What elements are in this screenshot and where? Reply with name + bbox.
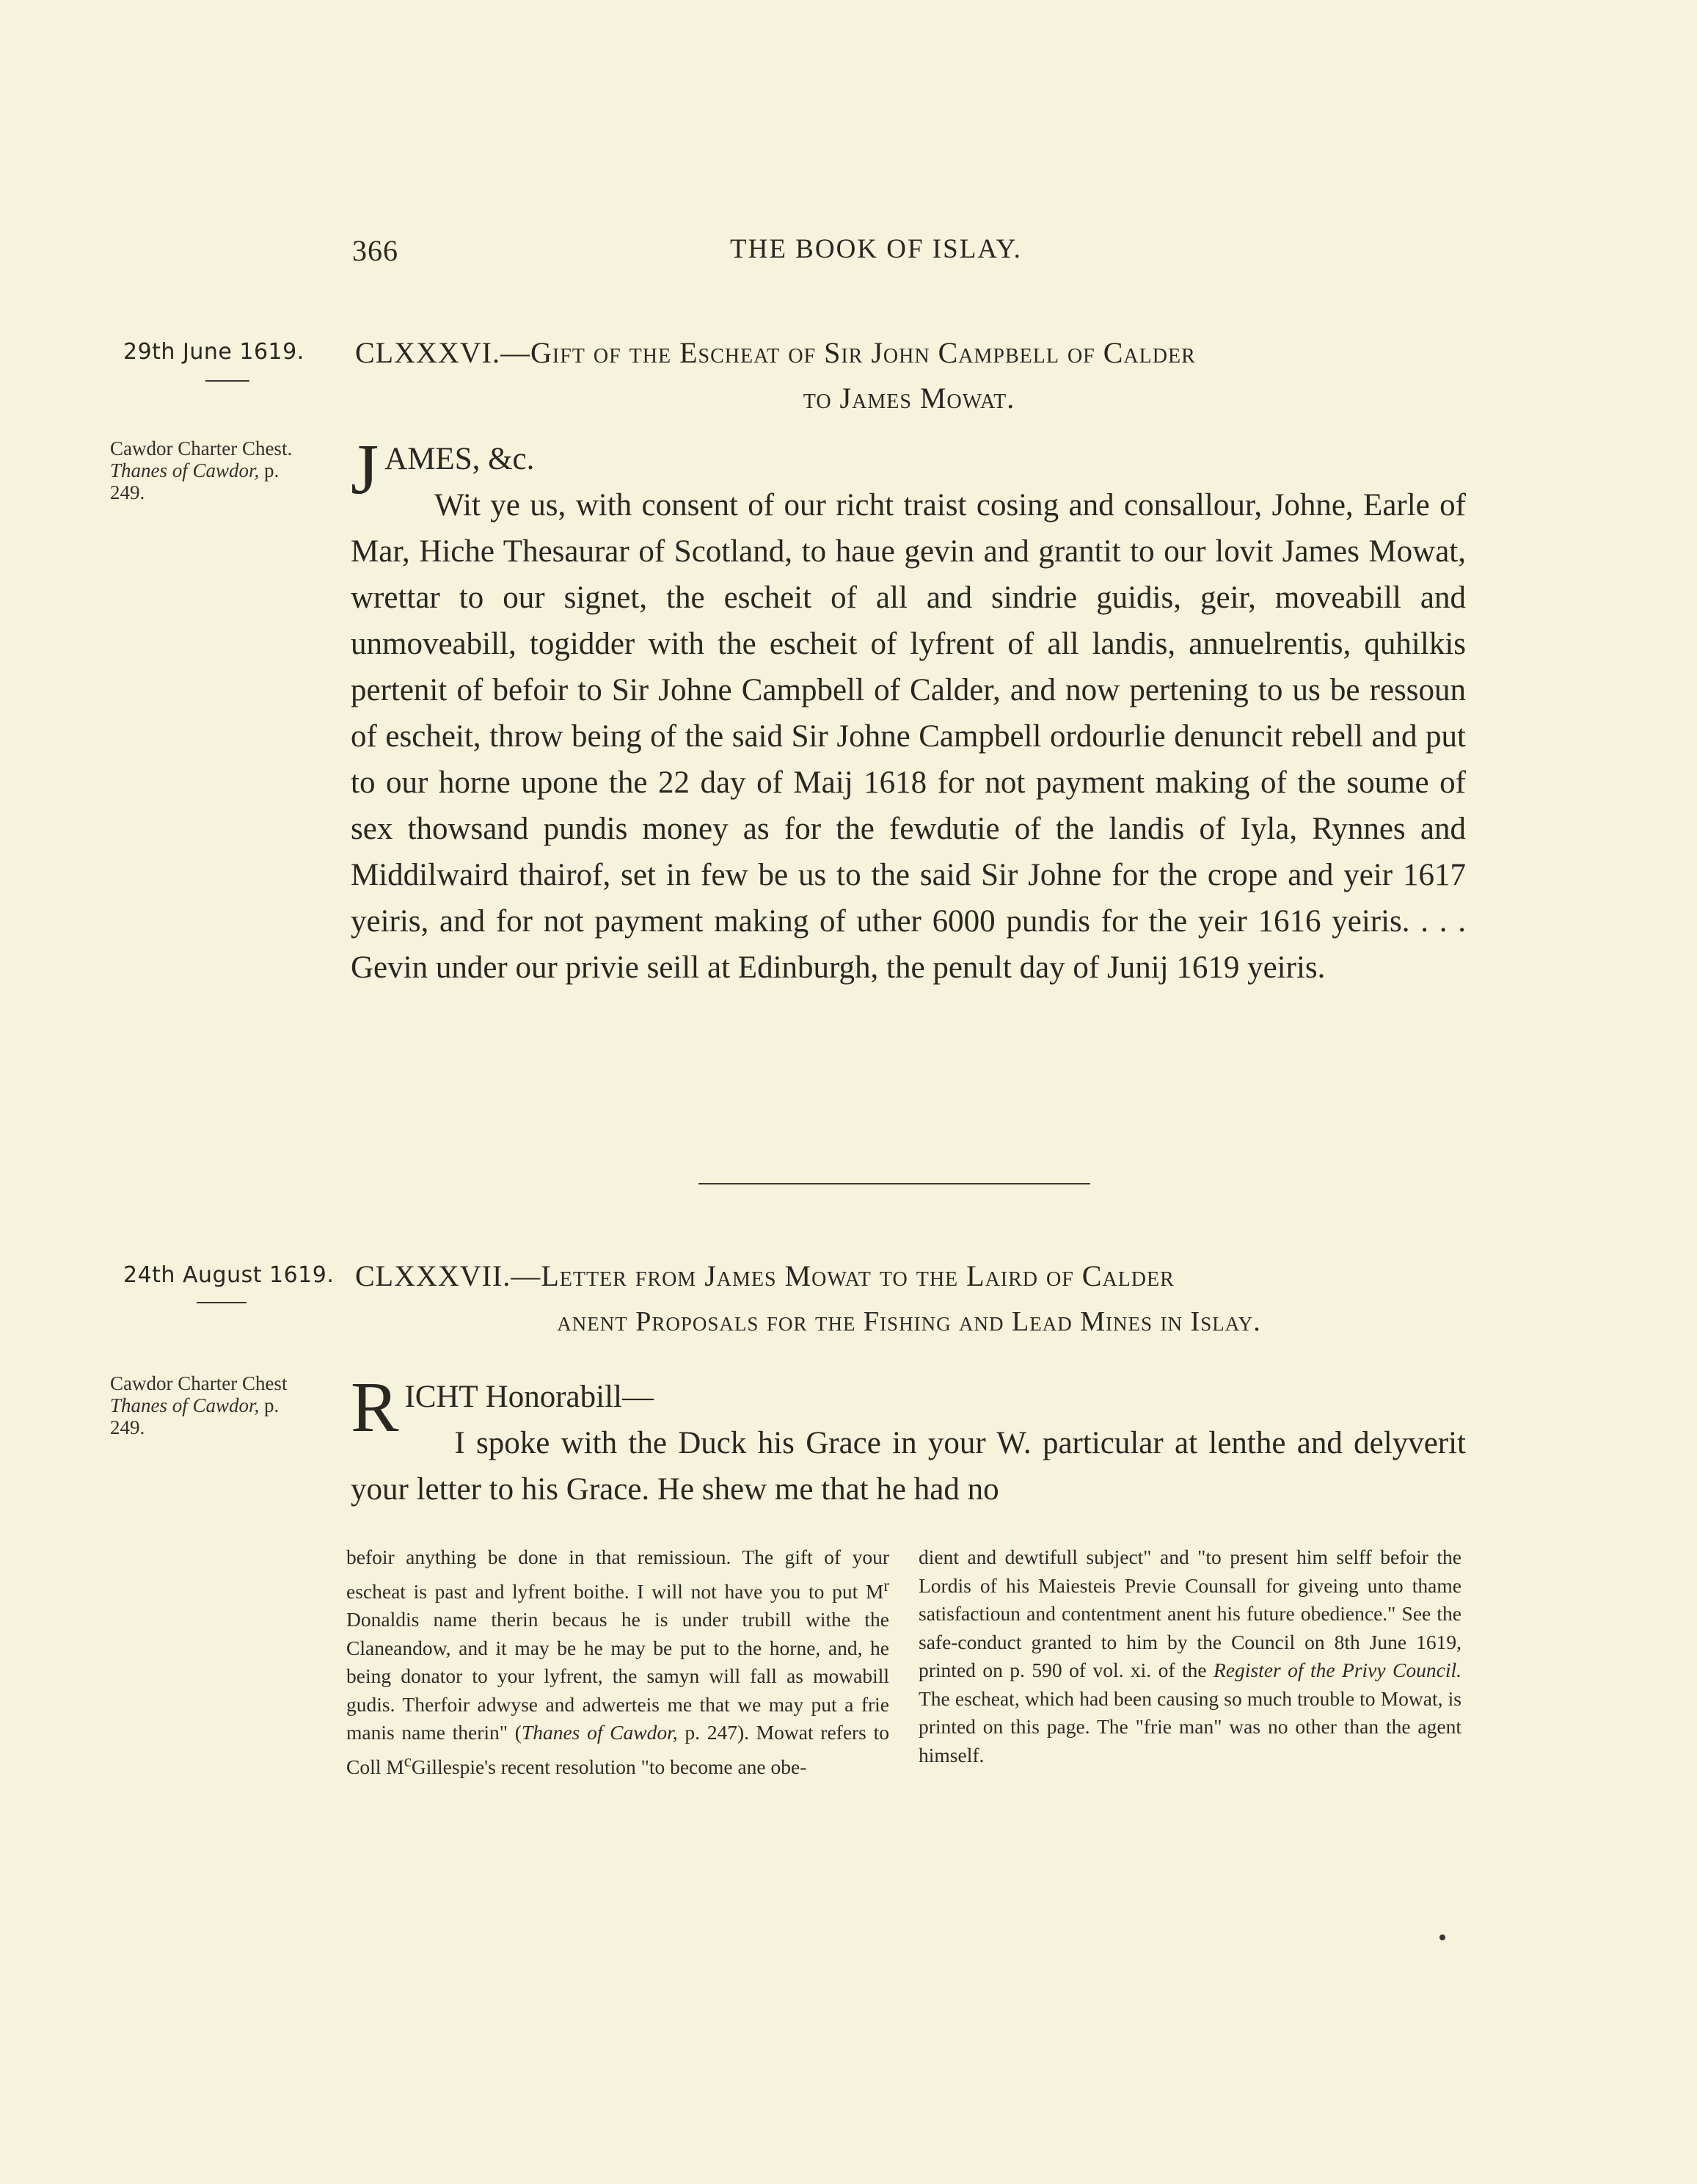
entry1-source-archive: Cawdor Charter Chest.	[110, 437, 293, 459]
entry1-opening: AMES, &c.	[384, 442, 535, 476]
entry2-heading-title-cont: anent Proposals for the Fishing and Lead Mines in Islay.	[557, 1306, 1261, 1337]
entry2-margin-source	[110, 1372, 330, 1438]
entry1-heading	[355, 330, 1463, 421]
footnote-left-text-4: Gillespie's recent resolution "to become ane obe-	[411, 1755, 807, 1778]
entry1-source-page: 249.	[110, 481, 145, 503]
footnote-left-text-3: p. 247). Mowat refers to Coll M	[346, 1721, 889, 1778]
entry1-heading-title: Gift of the Escheat of Sir John Campbell of Calder	[530, 336, 1196, 369]
entry2-source-archive: Cawdor Charter Chest	[110, 1372, 288, 1394]
footnote-left-text-2: Donaldis name therin becaus he is under trubill withe the Claneandow, and it may be he may be put to the horne, and, he being donator to your lyfrent, the samyn will fall as mowabill gudis. Therfoir adwyse and adwerteis me that we may put a frie manis name therin" (	[346, 1608, 889, 1744]
entry1-source-page-abbr: p.	[259, 459, 280, 481]
footnote-left-column	[346, 1543, 889, 1781]
entry1-heading-title-cont: to James Mowat.	[803, 382, 1015, 415]
footnote-right-column	[919, 1543, 1461, 1769]
entry1-body	[351, 430, 1466, 991]
book-title: THE BOOK OF ISLAY.	[730, 234, 1022, 264]
entry2-margin-rule	[197, 1302, 247, 1303]
entry2-margin-date: 24th August 1619.	[123, 1262, 335, 1288]
entry2-opening: ICHT Honorabill—	[404, 1380, 654, 1414]
entry1-heading-number: CLXXXVI.—	[355, 336, 530, 369]
entry2-body-text: I spoke with the Duck his Grace in your W. particular at lenthe and delyverit your letter to his Grace. He shew me that he had no	[351, 1426, 1466, 1507]
footnote-left-citation: Thanes of Cawdor,	[521, 1721, 678, 1744]
entry2-heading-title: Letter from James Mowat to the Laird of Calder	[541, 1259, 1175, 1292]
entry1-source-title: Thanes of Cawdor,	[110, 459, 260, 481]
entry1-margin-source	[110, 437, 330, 503]
entry2-heading-number: CLXXXVII.—	[355, 1259, 541, 1292]
footnote-left-sup: r	[883, 1576, 889, 1595]
entry1-margin-date: 29th June 1619.	[123, 339, 304, 365]
section-divider	[698, 1183, 1090, 1184]
entry2-heading	[355, 1253, 1463, 1344]
page-number: 366	[352, 234, 398, 267]
footnote-right-citation: Register of the Privy Council.	[1214, 1659, 1461, 1681]
running-head	[352, 233, 1467, 274]
footnote-left-text-1: befoir anything be done in that remissioun. The gift of your escheat is past and lyfrent boithe. I will not have you to put M	[346, 1546, 889, 1603]
entry1-margin-rule	[205, 380, 249, 382]
entry2-dropcap: R	[351, 1368, 399, 1447]
footnote-right-text-1: dient and dewtifull subject" and "to present him selff befoir the Lordis of his Maiesteis Previe Counsall for giveing unto thame satisfactioun and contentment anent his future obedience." See the safe-conduct granted to him by the Council on 8th June 1619, printed on p. 590 of vol. xi. of the	[919, 1546, 1461, 1681]
ink-speck	[1439, 1934, 1445, 1940]
entry2-source-page: 249.	[110, 1416, 145, 1438]
footnote-right-text-2: The escheat, which had been causing so much trouble to Mowat, is printed on this page. The "frie man" was no other than the agent himself.	[919, 1686, 1461, 1766]
entry2-body	[351, 1368, 1466, 1513]
entry2-source-title: Thanes of Cawdor,	[110, 1394, 260, 1416]
footnote-left-sup-2: c	[404, 1751, 412, 1770]
entry1-dropcap: J	[351, 430, 379, 509]
entry2-source-page-abbr: p.	[259, 1394, 280, 1416]
entry1-body-text: Wit ye us, with consent of our richt traist cosing and consallour, Johne, Earle of Mar, Hiche Thesaurar of Scotland, to haue gevin and grantit to our lovit James Mowat, wrettar to our signet, the escheit of all and sindrie guidis, geir, moveabill and unmoveabill, togidder with the escheit of lyfrent of all landis, annuelrentis, quhilkis pertenit of befoir to Sir Johne Campbell of Calder, and now pertening to us be ressoun of escheit, throw being of the said Sir Johne Campbell ordourlie denuncit rebell and put to our horne upone the 22 day of Maij 1618 for not payment making of the soume of sex thowsand pundis money as for the fewdutie of the landis of Iyla, Rynnes and Middilwaird thairof, set in few be us to the said Sir Johne for the crope and yeir 1617 yeiris, and for not payment making of uther 6000 pundis for the yeir 1616 yeiris. . . . Gevin under our privie seill at Edinburgh, the penult day of Junij 1619 yeiris.	[351, 488, 1466, 985]
